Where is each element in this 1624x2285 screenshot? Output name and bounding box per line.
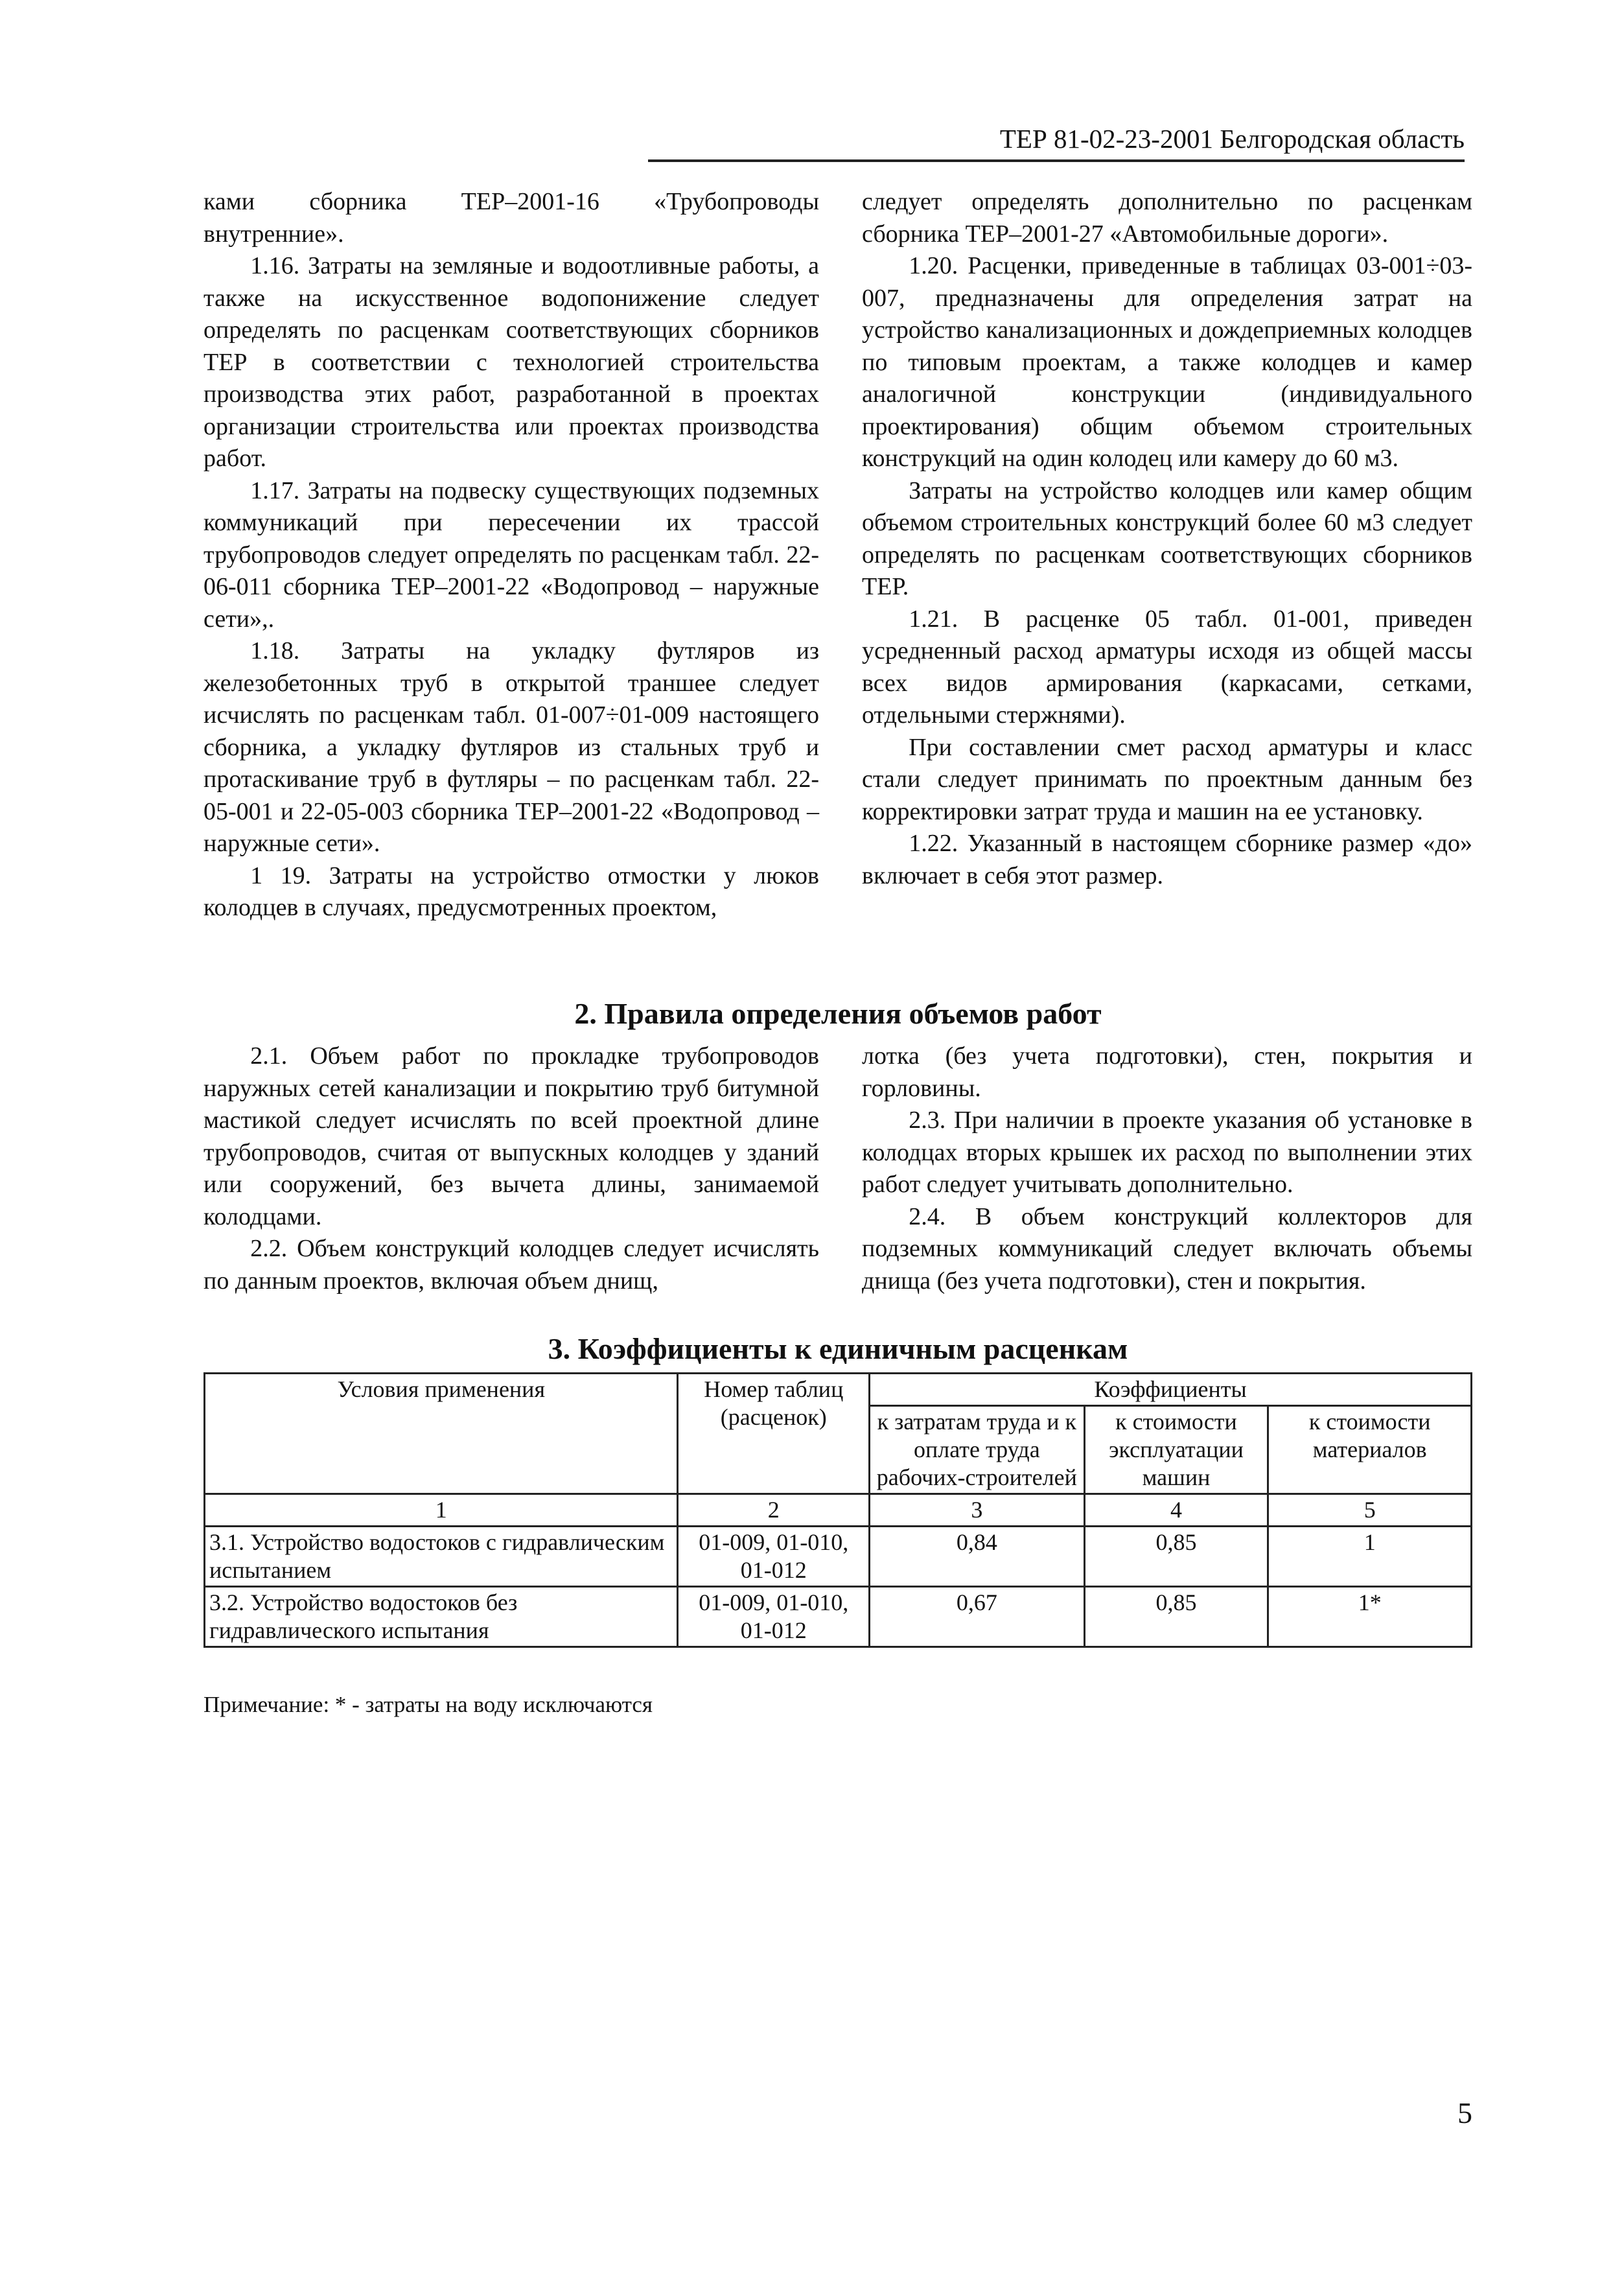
cell-condition: 3.2. Устройство водостоков без гидравлического испытания [205, 1587, 678, 1647]
coefficients-table [203, 1372, 1472, 1648]
section-2-title: 2. Правила определения объемов работ [574, 997, 1102, 1030]
paragraph: ками сборника ТЕР–2001-16 «Трубопроводы внутренние». [203, 188, 819, 248]
column-number: 3 [870, 1494, 1085, 1527]
paragraph: При составлении смет расход арматуры и класс стали следует принимать по проектным данным без корректировки затрат труда и машин на ее установку. [862, 733, 1472, 825]
cell-machines: 0,85 [1084, 1527, 1268, 1587]
running-header: ТЕР 81-02-23-2001 Белгородская область [648, 122, 1465, 162]
paragraph: 1.22. Указанный в настоящем сборнике размер «до» включает в себя этот размер. [862, 830, 1472, 889]
table-note: Примечание: * - затраты на воду исключаются [203, 1692, 653, 1717]
cell-condition: 3.1. Устройство водостоков с гидравлическим испытанием [205, 1527, 678, 1587]
paragraph: 1.21. В расценке 05 табл. 01-001, приведен усредненный расход арматуры исходя из общей массы всех видов армирования (каркасами, сетками, отдельными стержнями). [862, 605, 1472, 729]
header-labor: к затратам труда и к оплате труда рабочих-строителей [870, 1406, 1085, 1494]
table-header-row [205, 1374, 1472, 1406]
header-conditions: Условия применения [205, 1374, 678, 1494]
table-row [205, 1527, 1472, 1587]
paragraph: 2.2. Объем конструкций колодцев следует исчислять по данным проектов, включая объем днищ, [203, 1235, 819, 1295]
paragraph: Затраты на устройство колодцев или камер общим объемом строительных конструкций более 60 м3 следует определять по расценкам соответствующих сборников ТЕР. [862, 476, 1472, 600]
paragraph: лотка (без учета подготовки), стен, покрытия и горловины. [862, 1042, 1472, 1102]
paragraph: 1.18. Затраты на укладку футляров из железобетонных труб в открытой траншее следует исчислять по расценкам табл. 01-007÷01-009 настоящего сборника, а укладку футляров из стальных труб и протаскивание труб в футляры – по расценкам табл. 22-05-001 и 22-05-003 сборника ТЕР–2001-22 «Водопровод – наружные сети». [203, 637, 819, 857]
column-top-right [862, 186, 1472, 892]
column-section2-right [862, 1040, 1472, 1297]
paragraph: 1.20. Расценки, приведенные в таблицах 03-001÷03-007, предназначены для определения затрат на устройство канализационных и дождеприемных колодцев по типовым проектам, а также колодцев и камер аналогичной конструкции (индивидуального проектирования) общим объемом строительных конструкций на один колодец или камеру до 60 м3. [862, 252, 1472, 472]
cell-tables: 01-009, 01-010, 01-012 [678, 1587, 870, 1647]
column-section2-left [203, 1040, 819, 1297]
column-number: 2 [678, 1494, 870, 1527]
column-number: 1 [205, 1494, 678, 1527]
header-coefficients: Коэффициенты [870, 1374, 1472, 1406]
header-materials: к стоимости материалов [1268, 1406, 1472, 1494]
table-column-numbers-row [205, 1494, 1472, 1527]
cell-materials: 1 [1268, 1527, 1472, 1587]
paragraph: 1.16. Затраты на земляные и водоотливные работы, а также на искусственное водопонижение следует определять по расценкам соответствующих сборников ТЕР в соответствии с технологией строительства производства этих работ, разработанной в проектах организации строительства или проектах производства работ. [203, 252, 819, 472]
paragraph: 2.4. В объем конструкций коллекторов для подземных коммуникаций следует включать объемы днища (без учета подготовки), стен и покрытия. [862, 1202, 1472, 1295]
cell-materials: 1* [1268, 1587, 1472, 1647]
column-number: 5 [1268, 1494, 1472, 1527]
header-table-numbers: Номер таблиц (расценок) [678, 1374, 870, 1494]
page-number: 5 [1457, 2096, 1472, 2129]
paragraph: 2.1. Объем работ по прокладке трубопроводов наружных сетей канализации и покрытию труб битумной мастикой следует исчислять по всей проектной длине трубопроводов, считая от выпускных колодцев у зданий или сооружений, без вычета длины, занимаемой колодцами. [203, 1042, 819, 1230]
cell-labor: 0,67 [870, 1587, 1085, 1647]
paragraph: 1 19. Затраты на устройство отмостки у люков колодцев в случаях, предусмотренных проектом, [203, 861, 819, 921]
section-3-title: 3. Коэффициенты к единичным расценкам [548, 1332, 1128, 1365]
paragraph: 2.3. При наличии в проекте указания об установке в колодцах вторых крышек их расход по выполнении этих работ следует учитывать дополнительно. [862, 1107, 1472, 1198]
cell-machines: 0,85 [1084, 1587, 1268, 1647]
table-row [205, 1587, 1472, 1647]
column-top-left [203, 186, 819, 924]
cell-labor: 0,84 [870, 1527, 1085, 1587]
paragraph: следует определять дополнительно по расценкам сборника ТЕР–2001-27 «Автомобильные дороги». [862, 188, 1472, 248]
paragraph: 1.17. Затраты на подвеску существующих подземных коммуникаций при пересечении их трассой трубопроводов следует определять по расценкам табл. 22-06-011 сборника ТЕР–2001-22 «Водопровод – наружные сети»,. [203, 476, 819, 633]
header-machines: к стоимости эксплуатации машин [1084, 1406, 1268, 1494]
cell-tables: 01-009, 01-010, 01-012 [678, 1527, 870, 1587]
column-number: 4 [1084, 1494, 1268, 1527]
